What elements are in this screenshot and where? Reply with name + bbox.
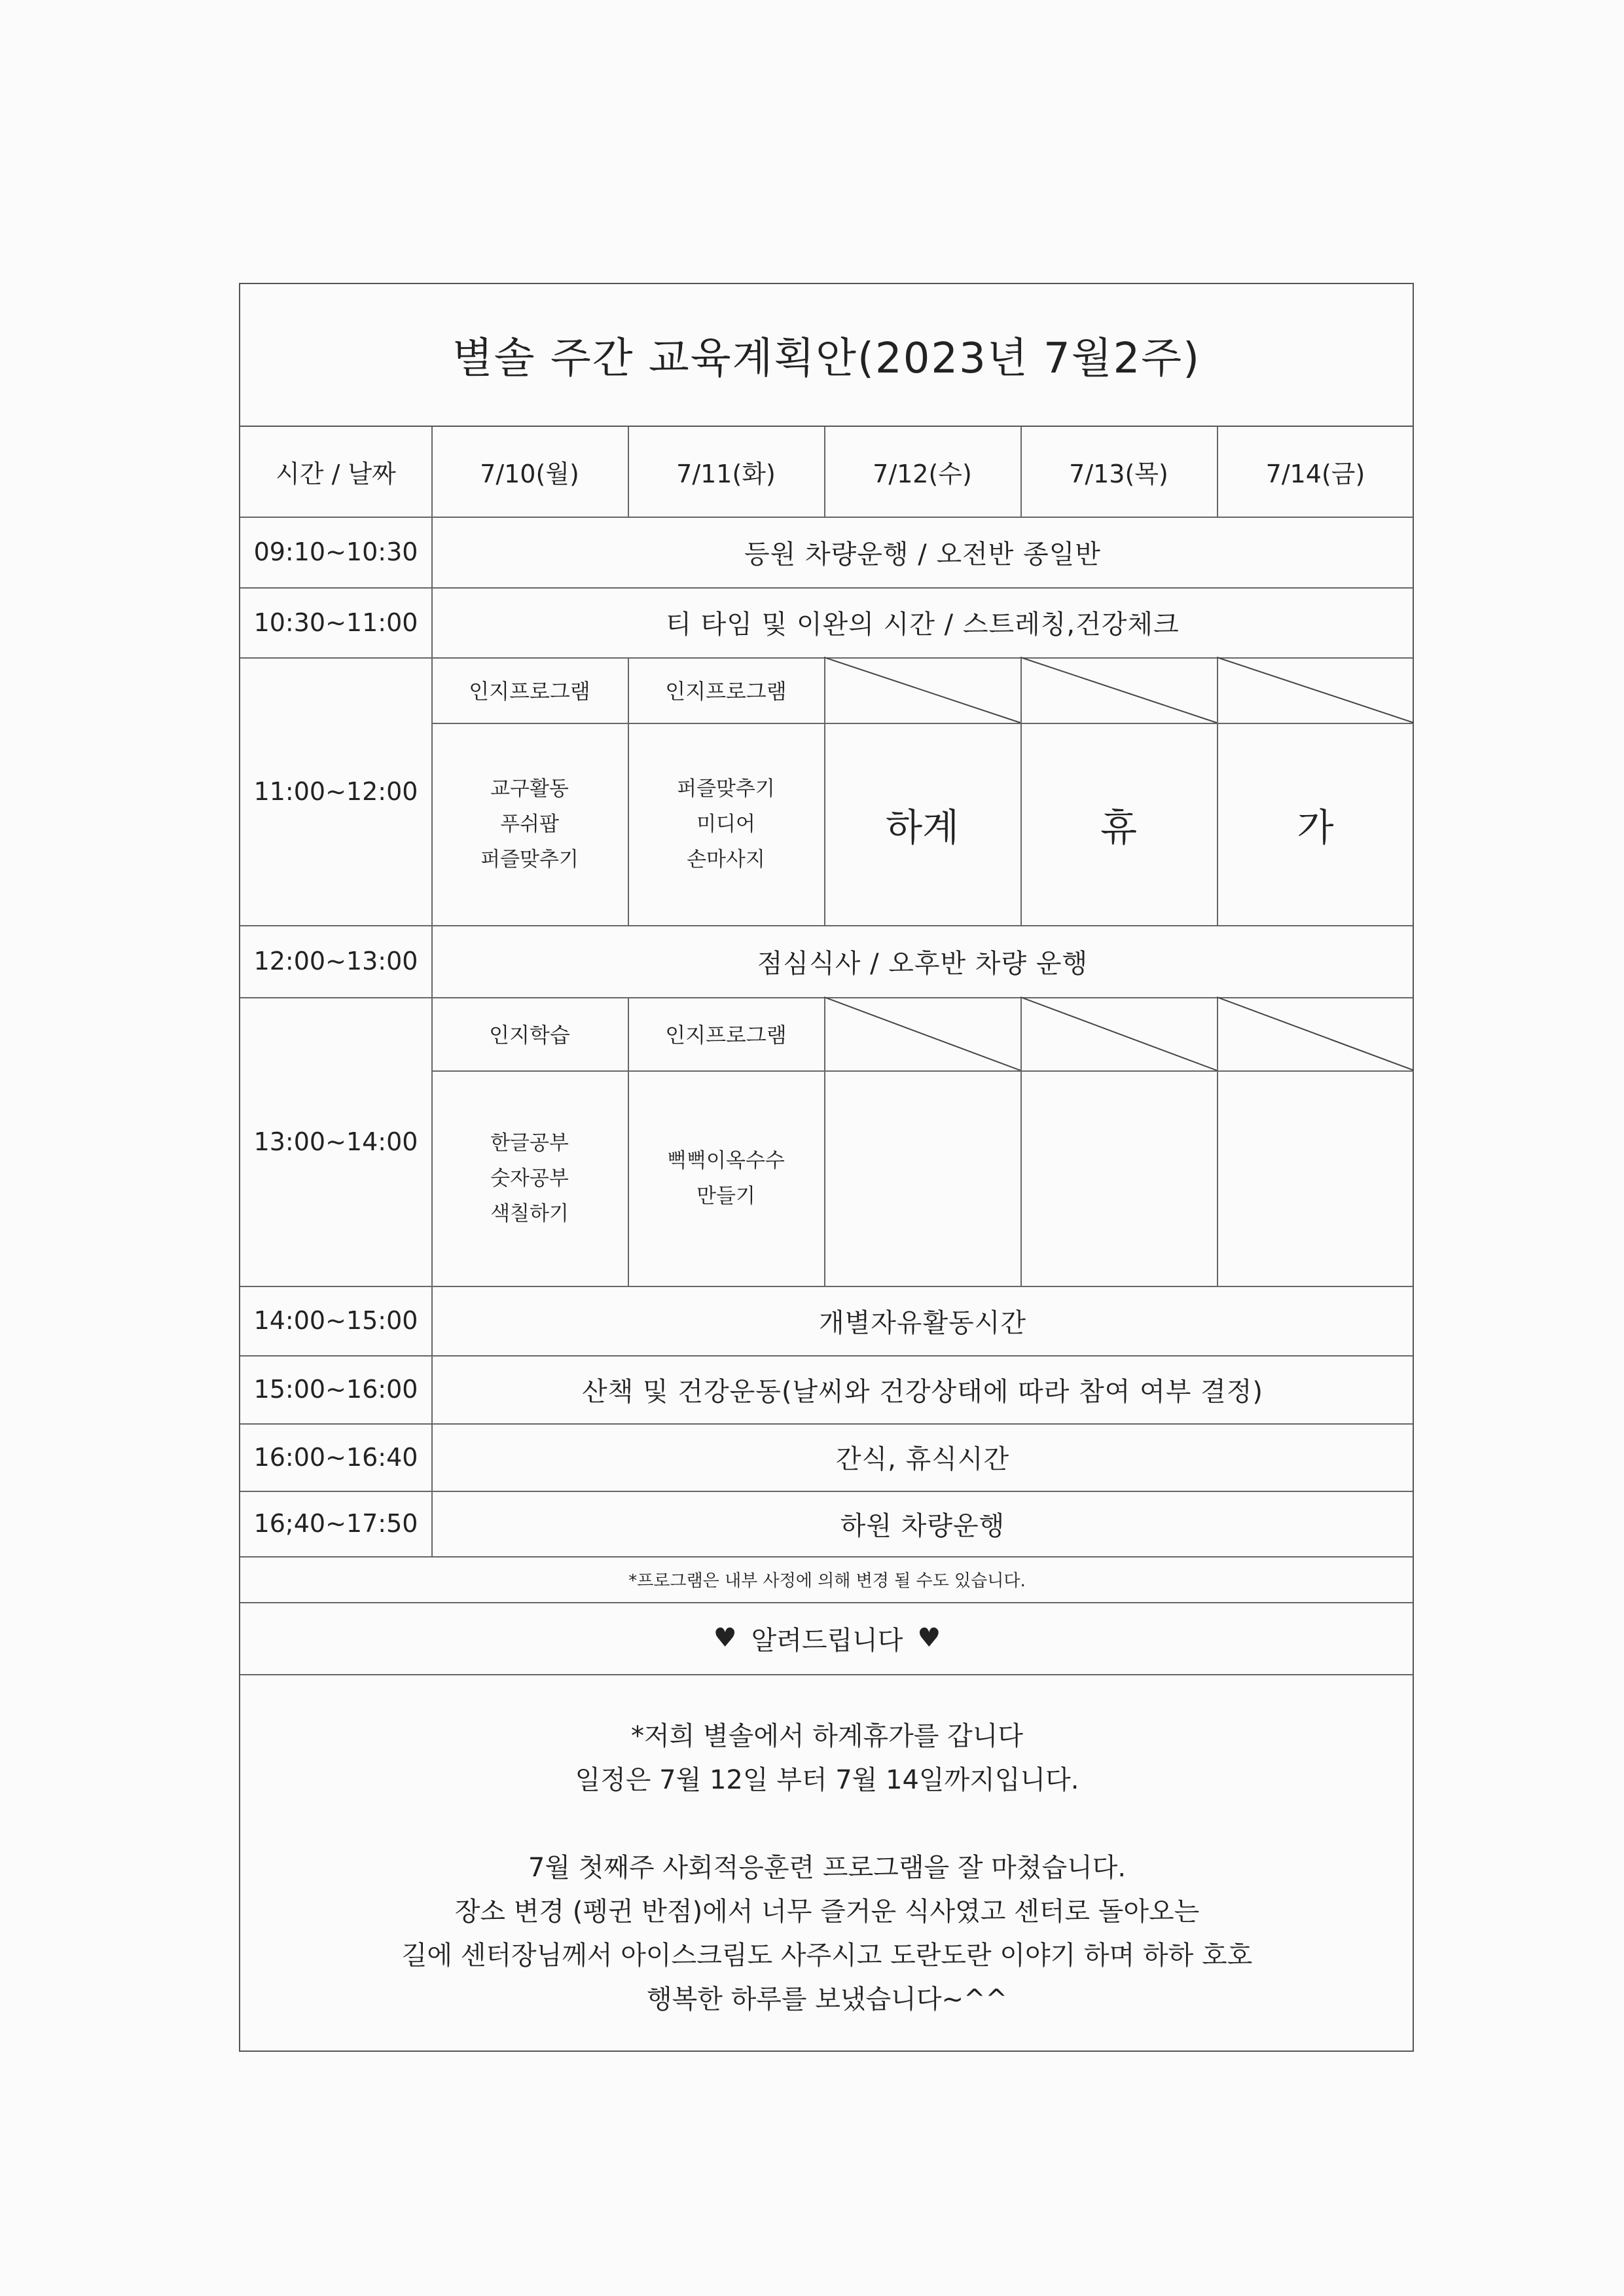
activity-item: 미디어 xyxy=(696,812,755,836)
program-label: 인지프로그램 xyxy=(665,1023,787,1048)
activity-list xyxy=(431,1070,628,1286)
time-cell: 13:00~14:00 xyxy=(253,1127,418,1156)
diagonal-line xyxy=(1020,657,1217,723)
diagonal-line xyxy=(824,997,1020,1070)
footnote: *프로그램은 내부 사정에 의해 변경 될 수도 있습니다. xyxy=(628,1571,1026,1591)
notice-title: 알려드립니다 xyxy=(751,1625,903,1656)
time-cell: 10:30~11:00 xyxy=(253,608,418,637)
activity-item: 퍼즐맞추기 xyxy=(480,847,579,871)
activity-span: 하원 차량운행 xyxy=(840,1510,1005,1541)
header-day-tue: 7/11(화) xyxy=(676,460,776,488)
heart-icon: ♥ xyxy=(713,1623,737,1653)
holiday-text: 가 xyxy=(1297,805,1334,850)
diagonal-line xyxy=(1217,997,1414,1070)
time-cell: 15:00~16:00 xyxy=(253,1375,418,1404)
notice-line: *저희 별솔에서 하계휴가를 갑니다 xyxy=(630,1721,1024,1751)
diagonal-line xyxy=(1217,657,1414,723)
program-label: 인지프로그램 xyxy=(469,679,590,704)
header-corner: 시간 / 날짜 xyxy=(276,460,396,488)
activity-item: 손마사지 xyxy=(687,847,765,871)
activity-span: 티 타임 및 이완의 시간 / 스트레칭,건강체크 xyxy=(666,610,1180,640)
notice-line: 길에 센터장님께서 아이스크림도 사주시고 도란도란 이야기 하며 하하 호호 xyxy=(401,1941,1253,1971)
activity-item: 색칠하기 xyxy=(490,1201,569,1226)
activity-span: 간식, 휴식시간 xyxy=(835,1444,1010,1474)
holiday-text: 휴 xyxy=(1100,805,1138,850)
activity-item: 뻑뻑이옥수수 xyxy=(667,1148,785,1173)
time-cell: 11:00~12:00 xyxy=(253,776,418,806)
activity-list xyxy=(628,723,824,925)
activity-span: 점심식사 / 오후반 차량 운행 xyxy=(757,948,1089,979)
activity-item: 한글공부 xyxy=(490,1131,569,1155)
notice-line: 7월 첫째주 사회적응훈련 프로그램을 잘 마쳤습니다. xyxy=(528,1853,1127,1883)
activity-item: 퍼즐맞추기 xyxy=(677,776,775,801)
header-day-fri: 7/14(금) xyxy=(1265,460,1365,488)
diagonal-line xyxy=(1020,997,1217,1070)
time-cell: 16:00~16:40 xyxy=(253,1442,418,1472)
program-label: 인지프로그램 xyxy=(665,679,787,704)
notice-line: 행복한 하루를 보냈습니다~^^ xyxy=(646,1984,1008,2014)
activity-item: 만들기 xyxy=(696,1184,755,1208)
time-cell: 09:10~10:30 xyxy=(253,538,418,566)
heart-icon: ♥ xyxy=(917,1623,941,1653)
activity-span: 등원 차량운행 / 오전반 종일반 xyxy=(744,539,1101,570)
header-day-thu: 7/13(목) xyxy=(1069,460,1168,488)
notice-body xyxy=(240,1674,1414,2052)
notice-line: 일정은 7월 12일 부터 7월 14일까지입니다. xyxy=(575,1765,1079,1795)
schedule-sheet xyxy=(239,283,1414,2052)
activity-span: 개별자유활동시간 xyxy=(818,1307,1027,1338)
time-cell: 12:00~13:00 xyxy=(253,947,418,975)
program-label: 인지학습 xyxy=(489,1023,570,1048)
activity-list xyxy=(431,723,628,925)
notice-title-row xyxy=(240,1602,1414,1674)
activity-span: 산책 및 건강운동(날씨와 건강상태에 따라 참여 여부 결정) xyxy=(582,1376,1263,1407)
activity-item: 교구활동 xyxy=(490,776,569,801)
notice-line: 장소 변경 (펭귄 반점)에서 너무 즐거운 식사였고 센터로 돌아오는 xyxy=(454,1897,1200,1927)
page-title: 별솔 주간 교육계획안(2023년 7월2주) xyxy=(452,335,1201,383)
diagonal-line xyxy=(824,657,1020,723)
activity-item: 푸쉬팝 xyxy=(500,812,559,836)
time-cell: 14:00~15:00 xyxy=(253,1306,418,1335)
time-cell: 16;40~17:50 xyxy=(253,1509,418,1538)
activity-item: 숫자공부 xyxy=(490,1166,569,1190)
holiday-text: 하계 xyxy=(885,805,960,850)
header-day-wed: 7/12(수) xyxy=(873,460,972,488)
activity-list xyxy=(628,1070,824,1286)
header-day-mon: 7/10(월) xyxy=(480,460,579,488)
